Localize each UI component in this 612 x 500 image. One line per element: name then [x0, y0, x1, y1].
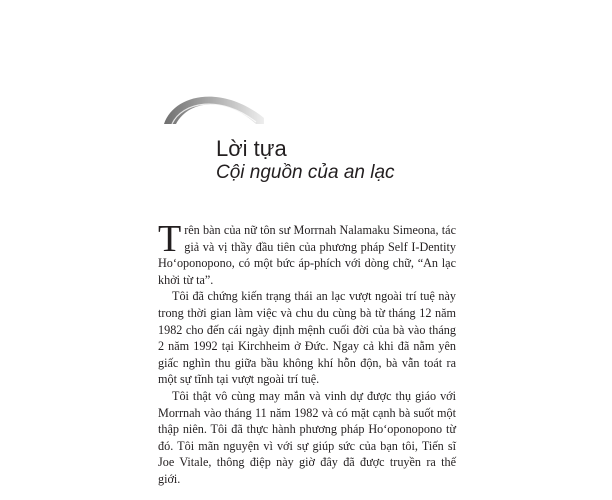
decorative-arc-icon [160, 88, 270, 124]
paragraph-1 [158, 218, 456, 288]
paragraph-3: Tôi thật vô cùng may mắn và vinh dự được thụ giáo với Morrnah vào tháng 11 năm 1982 và có mặt cạnh bà suốt một thập niên. Tôi đã thực hành phương pháp Hoʻoponopono từ đó. Tôi mãn nguyện vì với sự giúp sức của bạn tôi, Tiến sĩ Joe Vitale, thông điệp này giờ đây đã được truyền ra thế giới. [158, 388, 456, 486]
paragraph-1-text: rên bàn của nữ tôn sư Morrnah Nalamaku Simeona, tác giả và vị thầy đầu tiên của phương pháp Self I-Dentity Hoʻoponopono, có một bức áp-phích với dòng chữ, “An lạc khởi từ ta”. [158, 223, 456, 287]
drop-cap: T [158, 218, 182, 260]
chapter-subtitle: Cội nguồn của an lạc [216, 162, 395, 183]
body-text [158, 218, 456, 488]
chapter-title: Lời tựa [216, 136, 287, 161]
paragraph-2: Tôi đã chứng kiến trạng thái an lạc vượt ngoài trí tuệ này trong thời gian làm việc và chu du cùng bà từ tháng 12 năm 1982 cho đến cái ngày định mệnh cuối đời của bà vào tháng 2 năm 1992 tại Kirchheim ở Đức. Ngay cả khi đã nằm yên giấc nghìn thu giữa bầu không khí hỗn độn, bà vẫn toát ra một sự tĩnh tại vượt ngoài trí tuệ. [158, 289, 456, 387]
